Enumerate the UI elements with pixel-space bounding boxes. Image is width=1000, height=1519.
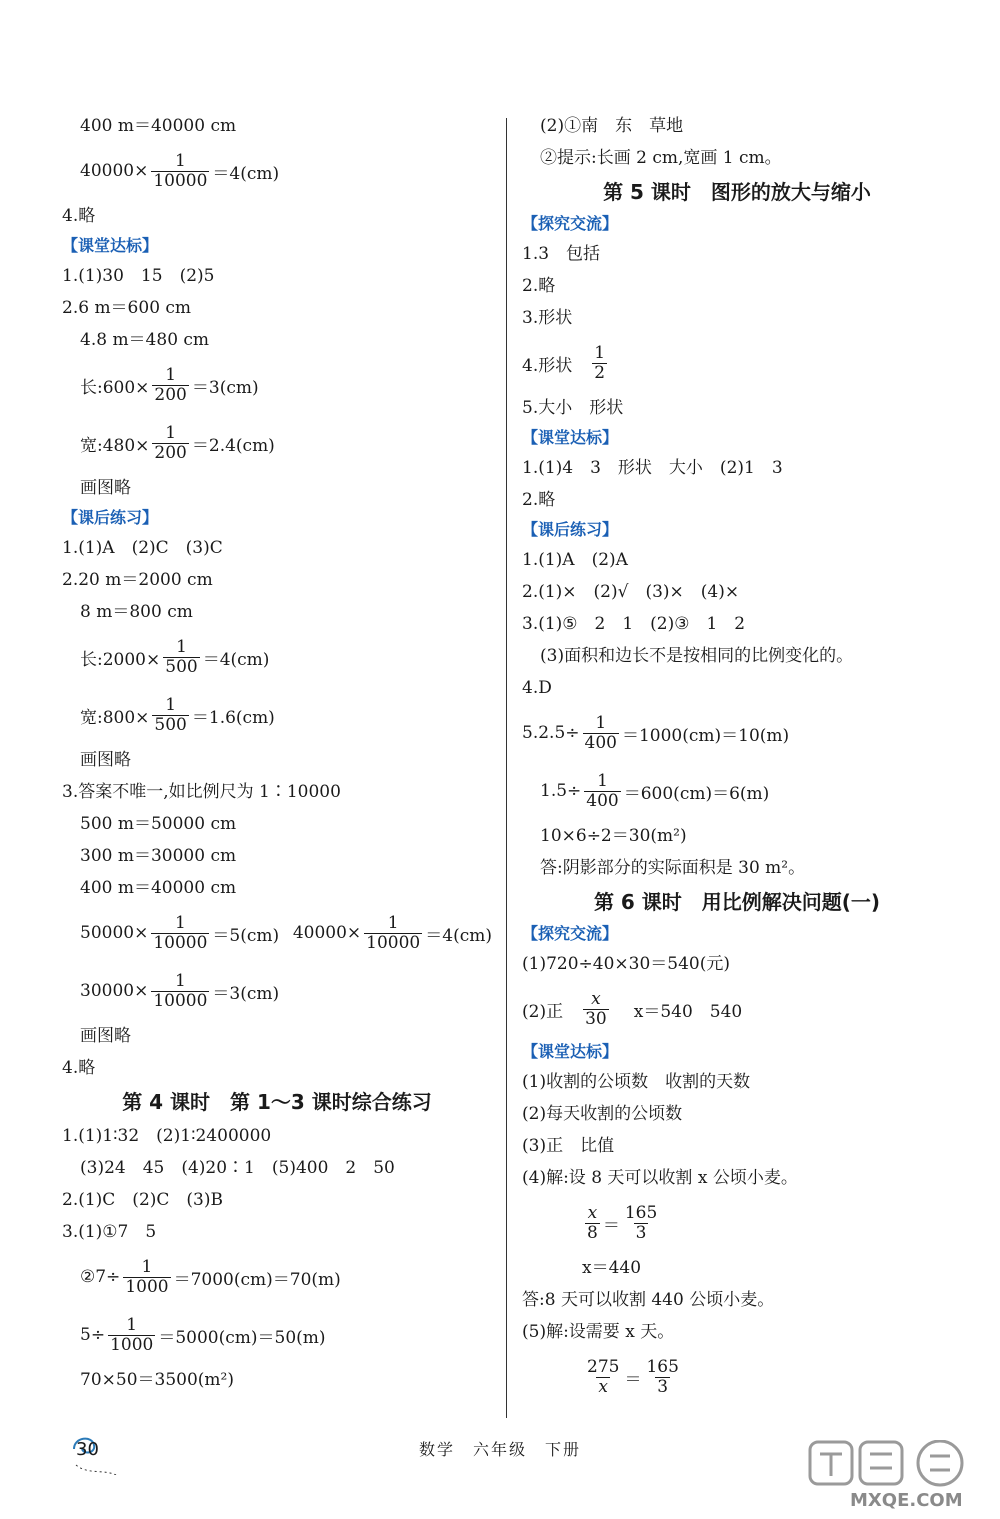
answer-line: 1.(1)30 15 (2)5 xyxy=(62,266,215,286)
fraction: $\frac{1}{10000}$ xyxy=(153,150,208,191)
fraction-equation: 宽:800× $\frac{1}{500}$ ＝1.6(cm) xyxy=(80,694,275,735)
section-heading: 【探究交流】 xyxy=(522,924,619,943)
answer-line: (1)收割的公顷数 收割的天数 xyxy=(522,1072,751,1092)
answer-line: 10×6÷2＝30(m²) xyxy=(540,826,687,846)
left-column xyxy=(62,110,492,1396)
fraction: $\frac{1}{500}$ xyxy=(154,694,187,735)
fraction-equation: 5.2.5÷ $\frac{1}{400}$ ＝1000(cm)＝10(m) xyxy=(522,712,790,753)
answer-line: (3)面积和边长不是按相同的比例变化的。 xyxy=(540,646,854,666)
fraction: $\frac{165}{3}$ xyxy=(624,1202,658,1243)
lesson-title: 第 6 课时 用比例解决问题(一) xyxy=(593,890,881,914)
answer-line: 500 m＝50000 cm xyxy=(80,814,237,834)
fraction-equation: ②7÷ $\frac{1}{1000}$ ＝7000(cm)＝70(m) xyxy=(80,1256,341,1297)
fraction-equation: 4.形状 $\frac{1}{2}$ xyxy=(522,342,606,383)
fraction: $\frac{x}{30}$ xyxy=(585,988,607,1029)
fraction: $\frac{1}{200}$ xyxy=(154,364,187,405)
answer-line: (2)①南 东 草地 xyxy=(540,116,684,136)
answer-line: 1.(1)1∶32 (2)1∶2400000 xyxy=(62,1126,272,1146)
answer-line: 画图略 xyxy=(80,1026,131,1046)
answer-line: 画图略 xyxy=(80,478,131,498)
answer-line: 4.D xyxy=(522,678,552,698)
answer-line: 3.(1)①7 5 xyxy=(62,1222,157,1242)
fraction-equation: 30000× $\frac{1}{10000}$ ＝3(cm) xyxy=(80,970,280,1011)
fraction: $\frac{1}{2}$ xyxy=(594,342,606,383)
answer-line: 1.(1)A (2)C (3)C xyxy=(62,538,223,558)
answer-line: 5.大小 形状 xyxy=(522,398,624,418)
fraction-equation: 50000× $\frac{1}{10000}$ ＝5(cm) 40000× $\frac{1}{10000}$ ＝4(cm) xyxy=(80,912,492,953)
section-heading: 【课后练习】 xyxy=(522,520,619,539)
answer-line: 2.(1)C (2)C (3)B xyxy=(62,1190,223,1210)
answer-line: 画图略 xyxy=(80,750,131,770)
answer-line: 70×50＝3500(m²) xyxy=(80,1370,234,1390)
answer-line: 3.形状 xyxy=(522,308,573,328)
fraction-equation: 5÷ $\frac{1}{1000}$ ＝5000(cm)＝50(m) xyxy=(80,1314,326,1355)
answer-line: 2.(1)× (2)√ (3)× (4)× xyxy=(522,582,740,602)
answer-line: 2.20 m＝2000 cm xyxy=(62,570,213,590)
answer-line: 2.略 xyxy=(522,276,556,296)
answer-line: x＝440 xyxy=(582,1258,642,1278)
fraction: $\frac{1}{1000}$ xyxy=(110,1314,154,1355)
lesson-title: 第 5 课时 图形的放大与缩小 xyxy=(603,180,871,204)
answer-line: 1.(1)A (2)A xyxy=(522,550,628,570)
fraction: $\frac{165}{3}$ xyxy=(646,1356,679,1397)
fraction-equation: $\frac{x}{8}$ ＝ $\frac{165}{3}$ xyxy=(587,1202,658,1243)
fraction: $\frac{1}{10000}$ xyxy=(153,970,208,1011)
answer-line: 3.(1)⑤ 2 1 (2)③ 1 2 xyxy=(522,614,746,634)
answer-line: ②提示:长画 2 cm,宽画 1 cm。 xyxy=(540,148,782,168)
section-heading: 【探究交流】 xyxy=(522,214,619,233)
section-heading: 【课堂达标】 xyxy=(522,428,619,447)
fraction: $\frac{1}{400}$ xyxy=(584,712,617,753)
fraction-equation: 长:2000× $\frac{1}{500}$ ＝4(cm) xyxy=(80,636,270,677)
answer-line: 8 m＝800 cm xyxy=(80,602,193,622)
answer-line: (3)正 比值 xyxy=(522,1136,615,1156)
book-info: 数学 六年级 下册 xyxy=(418,1440,581,1459)
answer-line: 400 m＝40000 cm xyxy=(80,116,237,136)
answer-line: (5)解:设需要 x 天。 xyxy=(522,1322,675,1342)
fraction-equation: 宽:480× $\frac{1}{200}$ ＝2.4(cm) xyxy=(80,422,275,463)
answer-line: (2)每天收割的公顷数 xyxy=(522,1104,683,1124)
right-column xyxy=(522,110,952,1406)
answer-line: 1.(1)4 3 形状 大小 (2)1 3 xyxy=(522,458,783,478)
answer-line: 2.6 m＝600 cm xyxy=(62,298,192,318)
fraction: $\frac{1}{10000}$ xyxy=(366,912,421,953)
answer-line: 1.3 包括 xyxy=(522,244,601,264)
fraction: $\frac{1}{500}$ xyxy=(165,636,198,677)
fraction: $\frac{1}{10000}$ xyxy=(153,912,208,953)
answer-line: 4.略 xyxy=(62,206,96,226)
answer-line: 答:8 天可以收割 440 公顷小麦。 xyxy=(522,1290,775,1310)
section-heading: 【课堂达标】 xyxy=(62,236,159,255)
answer-line: 答:阴影部分的实际面积是 30 m²。 xyxy=(540,858,806,878)
fraction-equation: (2)正 $\frac{x}{30}$ x＝540 540 xyxy=(522,988,743,1029)
fraction: $\frac{x}{8}$ xyxy=(587,1202,598,1243)
answer-line: (4)解:设 8 天可以收割 x 公顷小麦。 xyxy=(522,1168,798,1188)
fraction: $\frac{1}{1000}$ xyxy=(125,1256,169,1297)
fraction-equation: 40000× $\frac{1}{10000}$ ＝4(cm) xyxy=(80,150,280,191)
answer-line: 4.8 m＝480 cm xyxy=(80,330,210,350)
answer-line: 4.略 xyxy=(62,1058,96,1078)
fraction-equation: 长:600× $\frac{1}{200}$ ＝3(cm) xyxy=(80,364,259,405)
fraction: $\frac{1}{200}$ xyxy=(154,422,187,463)
fraction: $\frac{275}{x}$ xyxy=(587,1356,620,1397)
page-number: 30 xyxy=(76,1439,99,1460)
fraction-equation: $\frac{275}{x}$ ＝ $\frac{165}{3}$ xyxy=(587,1356,679,1397)
section-heading: 【课后练习】 xyxy=(62,508,159,527)
answer-line: 2.略 xyxy=(522,490,556,510)
fraction: $\frac{1}{400}$ xyxy=(586,770,619,811)
answer-line: 300 m＝30000 cm xyxy=(80,846,237,866)
fraction-equation: 1.5÷ $\frac{1}{400}$ ＝600(cm)＝6(m) xyxy=(540,770,770,811)
column-divider xyxy=(506,118,507,1418)
answer-line: (1)720÷40×30＝540(元) xyxy=(522,954,730,974)
watermark-text: MXQE.COM xyxy=(850,1490,963,1511)
lesson-title: 第 4 课时 第 1～3 课时综合练习 xyxy=(122,1090,432,1114)
answer-line: (3)24 45 (4)20∶1 (5)400 2 50 xyxy=(80,1158,395,1178)
section-heading: 【课堂达标】 xyxy=(522,1042,619,1061)
answer-line: 3.答案不唯一,如比例尺为 1∶10000 xyxy=(62,782,341,802)
answer-line: 400 m＝40000 cm xyxy=(80,878,237,898)
